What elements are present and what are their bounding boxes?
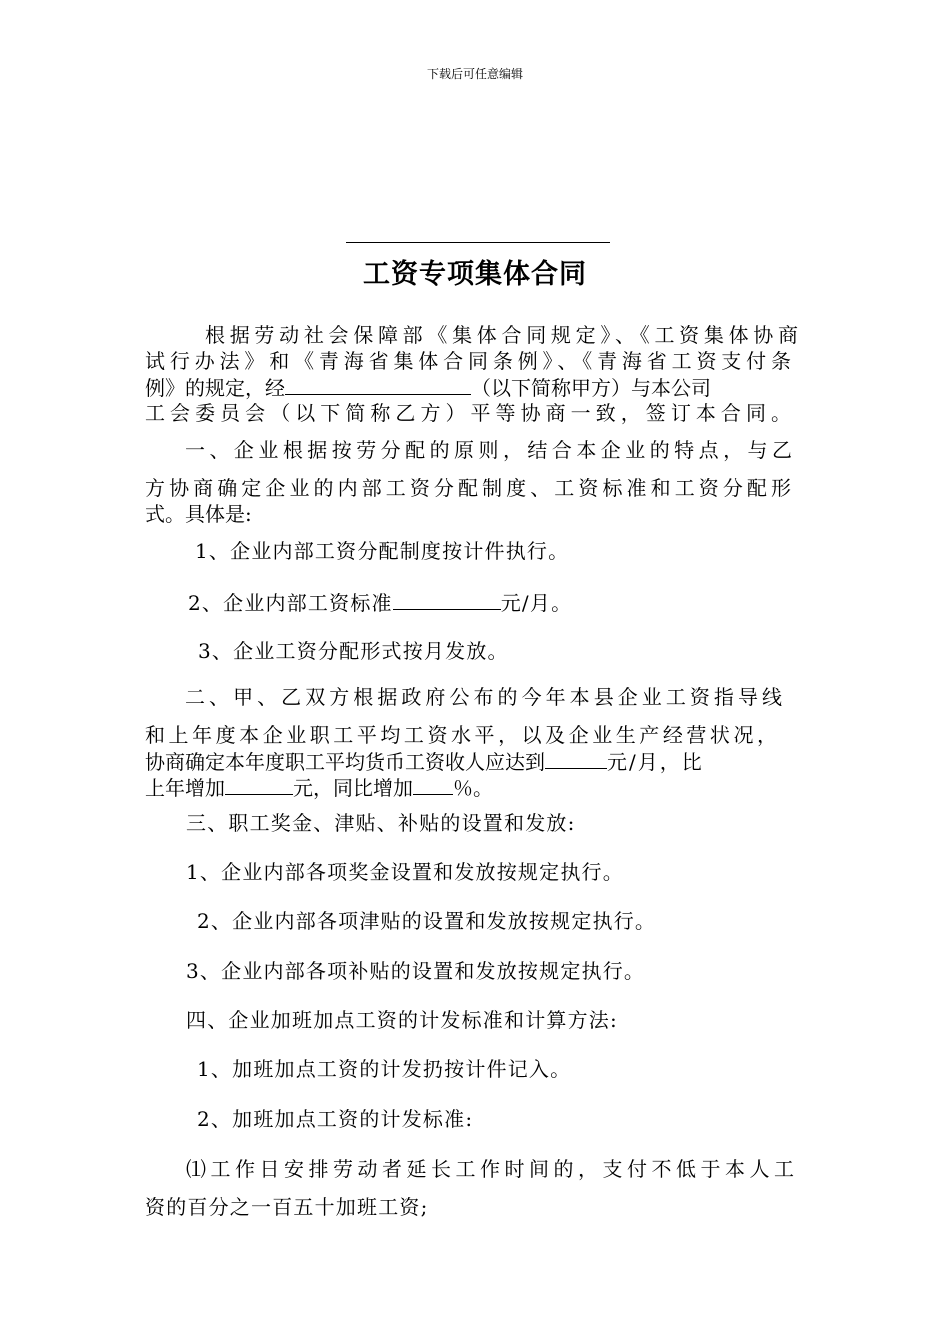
header-note: 下载后可任意编辑	[426, 67, 523, 81]
increase-percent-blank[interactable]	[413, 774, 453, 795]
increase-amount-blank[interactable]	[225, 774, 293, 795]
section2-line-3-text-a: 协商确定本年度职工平均货币工资收人应达到	[145, 750, 545, 774]
preamble-line-3	[145, 374, 791, 401]
section4-item-1: 1、加班加点工资的计发扔按计件记入。	[197, 1057, 572, 1081]
document-title: 工资专项集体合同	[363, 259, 587, 290]
section2-line-4-text-c: ％。	[453, 776, 493, 800]
section3-item-1: 1、企业内部各项奖金设置和发放按规定执行。	[186, 860, 624, 884]
section1-item-2-text-a: 2、企业内部工资标准	[188, 591, 393, 615]
section3-item-2: 2、企业内部各项津贴的设置和发放按规定执行。	[197, 909, 657, 933]
section4-sub1-line-2: 资的百分之一百五十加班工资;	[145, 1195, 429, 1219]
section4-item-2: 2、加班加点工资的计发标准:	[197, 1107, 474, 1131]
section4-heading: 四、企业加班加点工资的计发标准和计算方法:	[186, 1008, 618, 1032]
section2-line-4-text-a: 上年增加	[145, 776, 225, 800]
section1-item-2-text-b: 元/月。	[500, 591, 573, 615]
preamble-line-1: 根据劳动社会保障部《集体合同规定》、《工资集体协商	[205, 323, 798, 347]
section2-line-3	[145, 748, 791, 775]
wage-standard-blank[interactable]	[393, 589, 501, 610]
section1-line-3: 式。具体是:	[145, 502, 252, 526]
section3-item-3: 3、企业内部各项补贴的设置和发放按规定执行。	[186, 959, 646, 983]
section1-item-3: 3、企业工资分配形式按月发放。	[198, 639, 509, 663]
section1-item-2	[188, 589, 950, 616]
section2-line-4	[145, 774, 950, 801]
average-wage-blank[interactable]	[545, 748, 607, 769]
section2-line-1: 二、甲、乙双方根据政府公布的今年本县企业工资指导线	[185, 685, 782, 709]
party-a-blank[interactable]	[285, 374, 471, 395]
preamble-line-3-text-a: 例》的规定，经	[145, 376, 285, 400]
section4-sub1-line-1: ⑴工作日安排劳动者延长工作时间的，支付不低于本人工	[186, 1157, 794, 1181]
section1-line-1: 一、企业根据按劳分配的原则，结合本企业的特点，与乙	[185, 438, 792, 462]
section3-heading: 三、职工奖金、津贴、补贴的设置和发放:	[186, 811, 576, 835]
preamble-line-3-text-b: （以下简称甲方）与本公司	[471, 376, 711, 400]
section1-item-1: 1、企业内部工资分配制度按计件执行。	[195, 539, 570, 563]
section1-line-2: 方协商确定企业的内部工资分配制度、工资标准和工资分配形	[145, 476, 791, 500]
section2-line-4-text-b: 元，同比增加	[293, 776, 413, 800]
preamble-line-4: 工会委员会（以下简称乙方）平等协商一致，签订本合同。	[145, 401, 791, 425]
section2-line-2: 和上年度本企业职工平均工资水平，以及企业生产经营状况，	[145, 723, 777, 747]
title-rule	[346, 242, 610, 243]
preamble-line-2: 试行办法》和《青海省集体合同条例》、《青海省工资支付条	[145, 349, 791, 373]
section2-line-3-text-b: 元/月，比	[607, 750, 704, 774]
